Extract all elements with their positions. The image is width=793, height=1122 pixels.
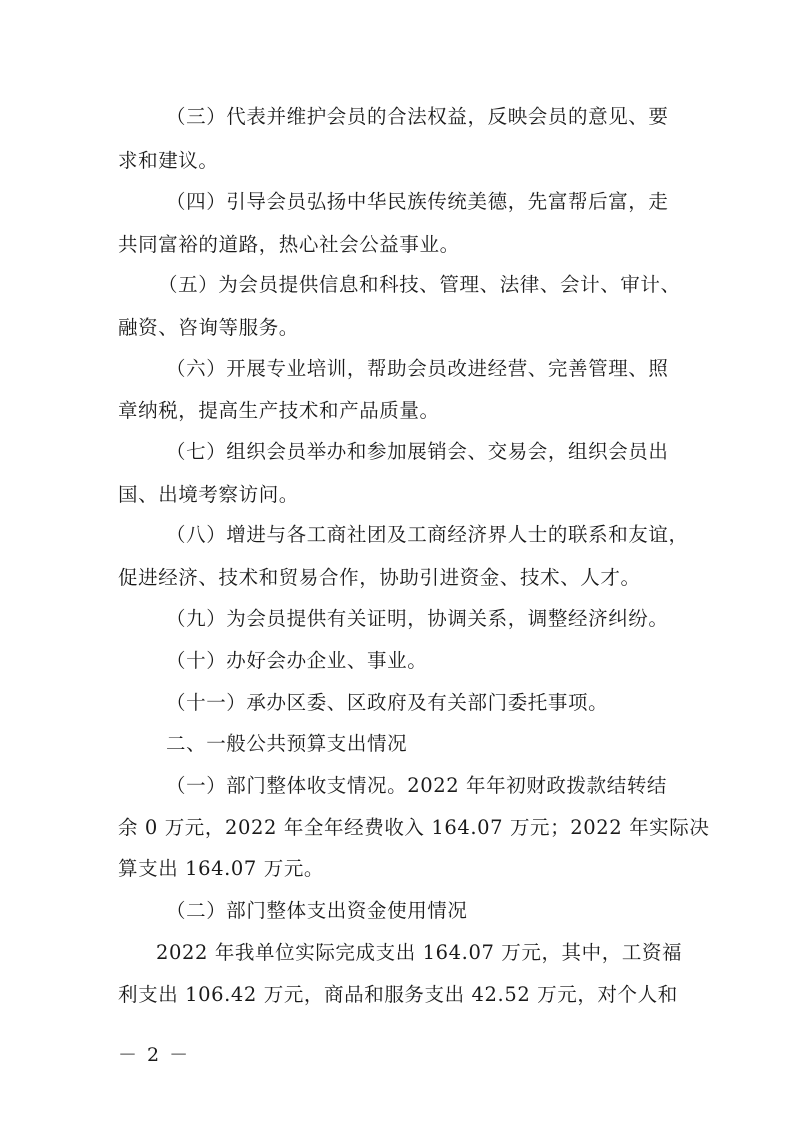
- text-line-19: 算支出 164.07 万元。: [118, 857, 325, 880]
- text-line-1: （三）代表并维护会员的合法权益，反映会员的意见、要: [166, 105, 669, 128]
- text-line-3: （四）引导会员弘扬中华民族传统美德，先富帮后富，走: [166, 190, 669, 213]
- text-line-2: 求和建议。: [118, 149, 219, 172]
- text-line-7: （六）开展专业培训，帮助会员改进经营、完善管理、照: [166, 357, 669, 380]
- text-line-13: （九）为会员提供有关证明，协调关系，调整经济纠纷。: [166, 607, 669, 630]
- text-line-8: 章纳税，提高生产技术和产品质量。: [118, 399, 440, 422]
- text-line-11: （八）增进与各工商社团及工商经济界人士的联系和友谊，: [166, 523, 689, 546]
- text-line-17: （一）部门整体收支情况。2022 年年初财政拨款结转结: [166, 774, 668, 797]
- page-number: － 2 －: [118, 1044, 191, 1066]
- text-line-6: 融资、咨询等服务。: [118, 316, 299, 339]
- text-line-10: 国、出境考察访问。: [118, 483, 299, 506]
- text-line-15: （十一）承办区委、区政府及有关部门委托事项。: [166, 691, 609, 714]
- section-heading: 二、一般公共预算支出情况: [166, 732, 408, 755]
- text-line-9: （七）组织会员举办和参加展销会、交易会，组织会员出: [166, 440, 669, 463]
- text-line-22: 利支出 106.42 万元，商品和服务支出 42.52 万元，对个人和: [118, 983, 678, 1006]
- text-line-5: （五）为会员提供信息和科技、管理、法律、会计、审计、: [158, 273, 681, 296]
- text-line-18: 余 0 万元，2022 年全年经费收入 164.07 万元；2022 年实际决: [118, 816, 710, 839]
- text-line-21: 2022 年我单位实际完成支出 164.07 万元，其中，工资福: [156, 941, 683, 964]
- text-line-14: （十）办好会办企业、事业。: [166, 649, 428, 672]
- text-line-12: 促进经济、技术和贸易合作，协助引进资金、技术、人才。: [118, 566, 641, 589]
- text-line-4: 共同富裕的道路，热心社会公益事业。: [118, 233, 460, 256]
- subsection-heading: （二）部门整体支出资金使用情况: [166, 899, 468, 922]
